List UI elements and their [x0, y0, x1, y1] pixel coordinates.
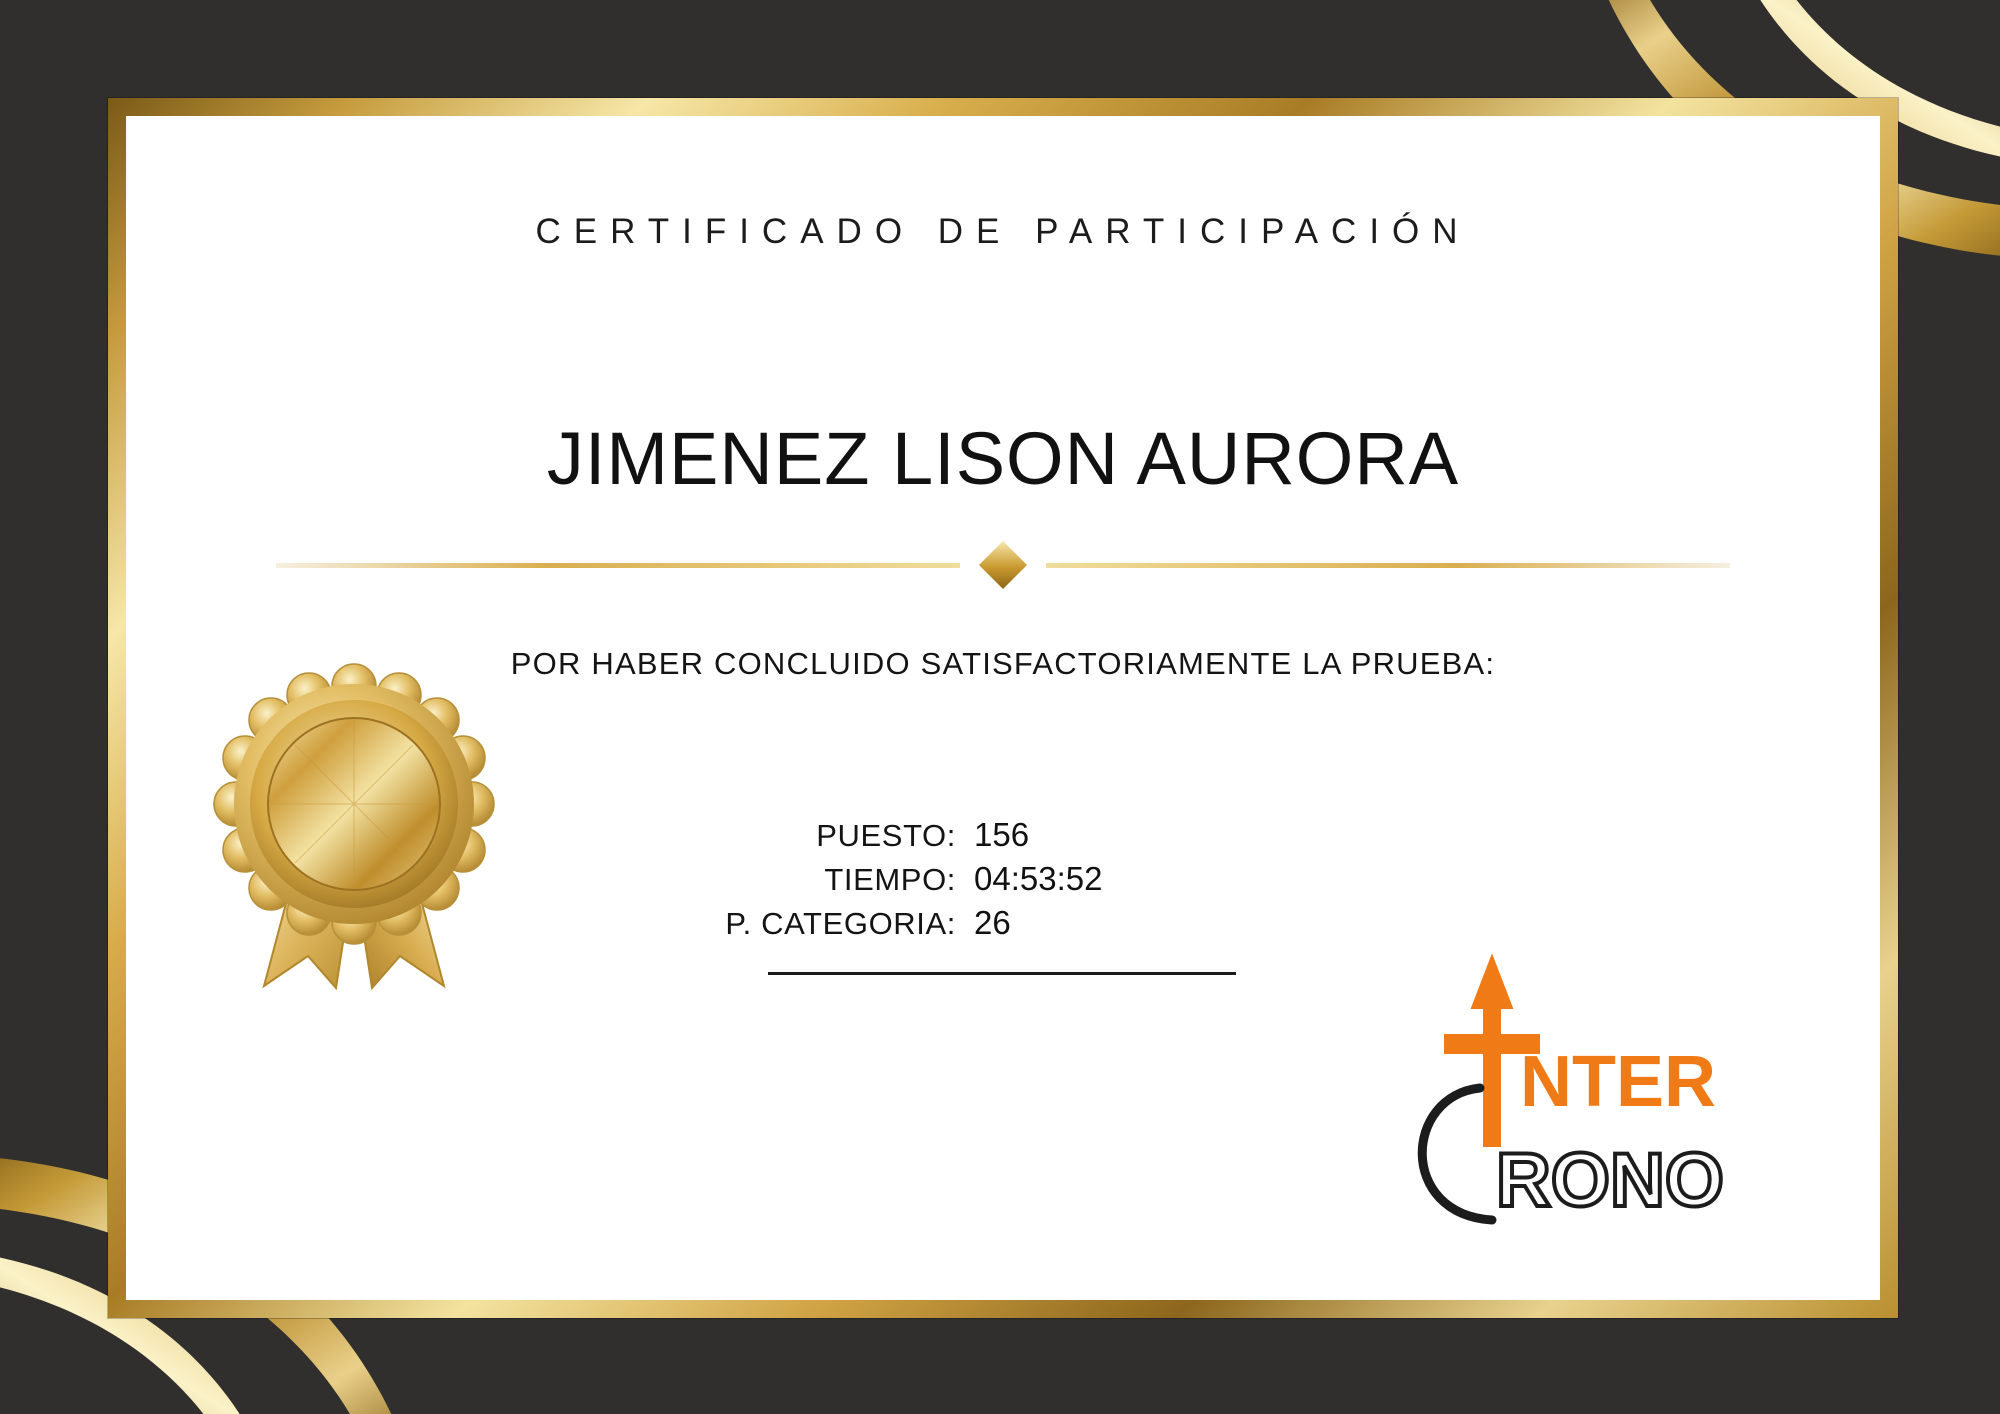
result-row: [626, 816, 1266, 854]
result-value-categoria: 26: [974, 904, 1011, 941]
result-row: [626, 904, 1266, 942]
signature-line: [768, 972, 1236, 975]
result-value-puesto: 156: [974, 816, 1030, 853]
result-label-tiempo: TIEMPO:: [824, 862, 956, 897]
intercrono-logo-icon: [1360, 938, 1760, 1238]
result-label-categoria: P. CATEGORIA:: [725, 906, 956, 941]
certificate-subtitle: POR HABER CONCLUIDO SATISFACTORIAMENTE LA PRUEBA:: [510, 646, 1496, 681]
certificate-paper: [126, 116, 1880, 1300]
award-medal-icon: [204, 656, 504, 996]
result-value-tiempo: 04:53:52: [974, 860, 1103, 897]
recipient-name: JIMENEZ LISON AURORA: [546, 417, 1460, 500]
logo-text-nter: NTER: [1520, 1042, 1716, 1122]
result-row: [626, 860, 1266, 898]
gold-border-frame: [108, 98, 1898, 1318]
gold-divider: [276, 542, 1730, 588]
result-label-puesto: PUESTO:: [816, 818, 956, 853]
diamond-ornament-icon: [979, 541, 1027, 589]
logo-text-rono: RONO: [1496, 1138, 1724, 1223]
divider-bar-right: [1046, 563, 1730, 568]
certificate-heading: CERTIFICADO DE PARTICIPACIÓN: [535, 212, 1471, 251]
results-block: [626, 816, 1266, 975]
divider-bar-left: [276, 563, 960, 568]
